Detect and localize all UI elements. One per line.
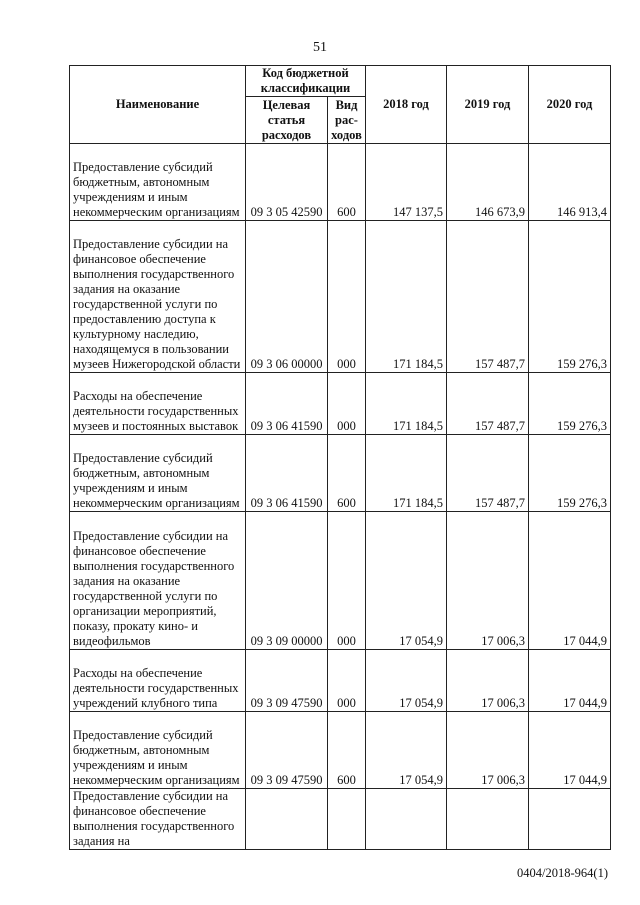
row-code: 09 3 09 47590 [246, 712, 328, 789]
row-2019: 17 006,3 [447, 712, 529, 789]
row-name: Расходы на обеспечение деятельности государственных музеев и постоянных выставок [70, 373, 246, 435]
row-code [246, 789, 328, 850]
row-type [328, 789, 366, 850]
document-code: 0404/2018-964(1) [517, 866, 608, 880]
row-2018: 17 054,9 [366, 512, 447, 650]
row-type: 000 [328, 512, 366, 650]
row-2019: 146 673,9 [447, 144, 529, 221]
table-row [70, 144, 611, 221]
header-year-2020: 2020 год [529, 66, 611, 144]
budget-table [69, 65, 611, 850]
row-2018 [366, 789, 447, 850]
row-name: Расходы на обеспечение деятельности государственных учреждений клубного типа [70, 650, 246, 712]
row-2018: 171 184,5 [366, 373, 447, 435]
row-2018: 171 184,5 [366, 221, 447, 373]
page-number: 51 [313, 40, 327, 55]
row-type: 600 [328, 712, 366, 789]
row-code: 09 3 06 41590 [246, 373, 328, 435]
row-type: 000 [328, 373, 366, 435]
row-2019: 17 006,3 [447, 512, 529, 650]
header-expense-type: Вид рас-ходов [328, 97, 366, 144]
row-name: Предоставление субсидии на финансовое обеспечение выполнения государственного задания на [70, 789, 246, 850]
header-year-2019: 2019 год [447, 66, 529, 144]
row-2019: 17 006,3 [447, 650, 529, 712]
row-2020: 17 044,9 [529, 650, 611, 712]
row-code: 09 3 06 41590 [246, 435, 328, 512]
row-code: 09 3 09 47590 [246, 650, 328, 712]
row-2019: 157 487,7 [447, 373, 529, 435]
row-2020: 159 276,3 [529, 435, 611, 512]
header-target-item: Целевая статья расходов [246, 97, 328, 144]
header-name: Наименование [70, 66, 246, 144]
row-code: 09 3 06 00000 [246, 221, 328, 373]
row-code: 09 3 05 42590 [246, 144, 328, 221]
table-row [70, 435, 611, 512]
row-2020: 159 276,3 [529, 373, 611, 435]
row-2019: 157 487,7 [447, 435, 529, 512]
row-name: Предоставление субсидии на финансовое обеспечение выполнения государственного задания на оказание государственной услуги по предоставлению доступа к культурному наследию, находящемуся в пользовании музеев Нижегородской области [70, 221, 246, 373]
row-2019: 157 487,7 [447, 221, 529, 373]
row-name: Предоставление субсидий бюджетным, автономным учреждениям и иным некоммерческим организациям [70, 712, 246, 789]
row-2020: 159 276,3 [529, 221, 611, 373]
header-code-group: Код бюджетной классификации [246, 66, 366, 97]
row-type: 000 [328, 650, 366, 712]
row-name: Предоставление субсидии на финансовое обеспечение выполнения государственного задания на оказание государственной услуги по организации мероприятий, показу, прокату кино- и видеофильмов [70, 512, 246, 650]
row-code: 09 3 09 00000 [246, 512, 328, 650]
row-2018: 17 054,9 [366, 650, 447, 712]
row-type: 600 [328, 435, 366, 512]
table-row [70, 512, 611, 650]
row-2020: 17 044,9 [529, 512, 611, 650]
table-row [70, 650, 611, 712]
row-type: 600 [328, 144, 366, 221]
row-name: Предоставление субсидий бюджетным, автономным учреждениям и иным некоммерческим организациям [70, 435, 246, 512]
row-2020 [529, 789, 611, 850]
row-2018: 147 137,5 [366, 144, 447, 221]
header-year-2018: 2018 год [366, 66, 447, 144]
row-name: Предоставление субсидий бюджетным, автономным учреждениям и иным некоммерческим организациям [70, 144, 246, 221]
table-row [70, 789, 611, 850]
row-2018: 17 054,9 [366, 712, 447, 789]
table-row [70, 373, 611, 435]
row-2018: 171 184,5 [366, 435, 447, 512]
table-row [70, 221, 611, 373]
row-2020: 146 913,4 [529, 144, 611, 221]
row-2020: 17 044,9 [529, 712, 611, 789]
table-row [70, 712, 611, 789]
row-type: 000 [328, 221, 366, 373]
row-2019 [447, 789, 529, 850]
